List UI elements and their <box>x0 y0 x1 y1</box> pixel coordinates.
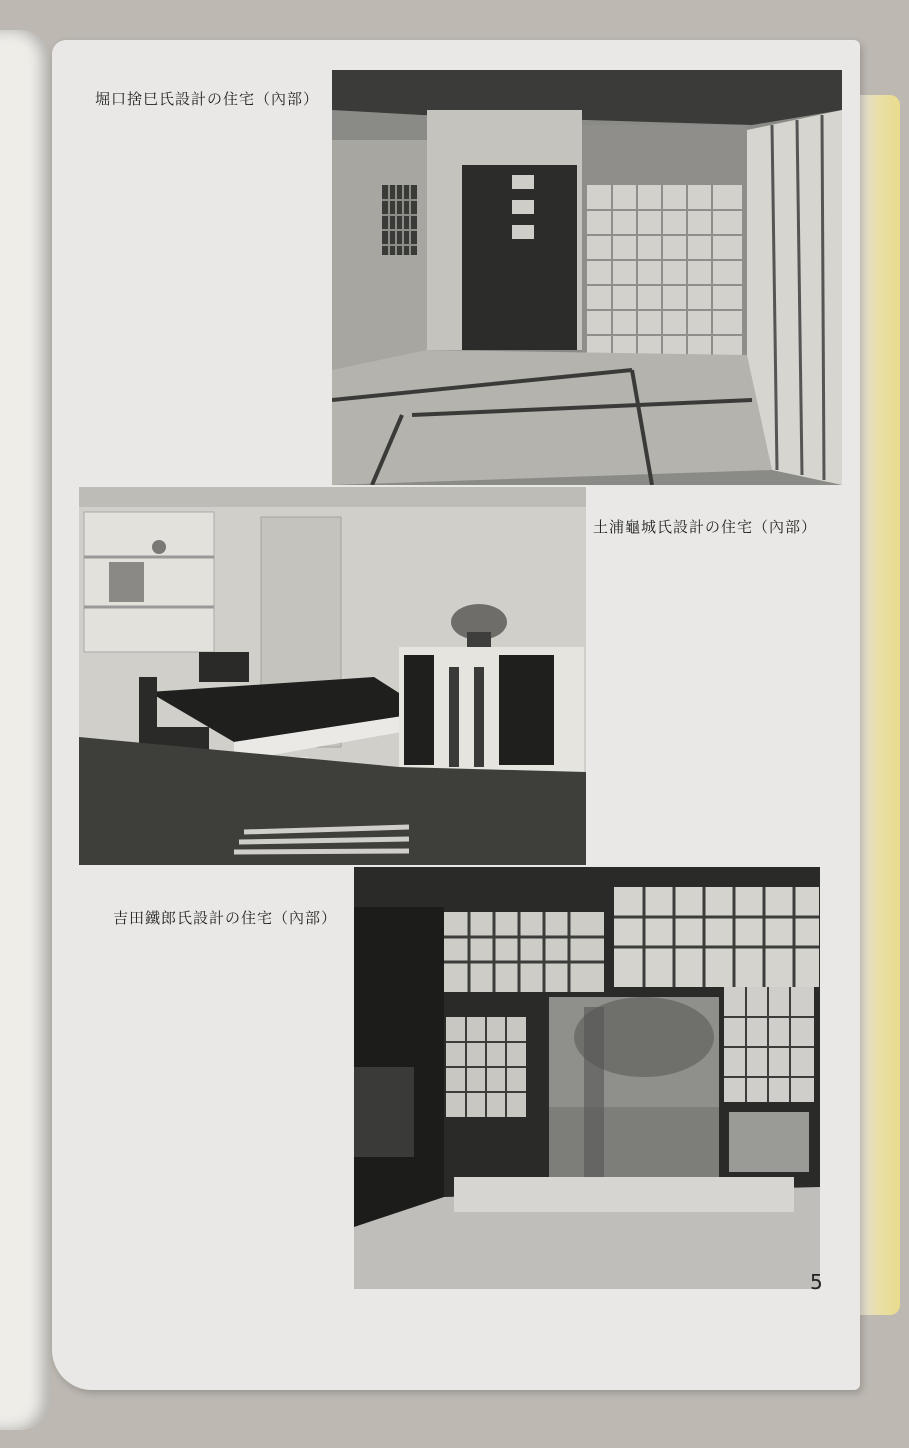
figure-caption-yoshida: 吉田鐵郎氏設計の住宅（內部） <box>113 909 338 927</box>
photo-yoshida-house-interior <box>354 867 820 1289</box>
photo-tsuchiura-house-interior <box>79 487 586 865</box>
facing-page-edge <box>0 30 50 1430</box>
photo-horiguchi-house-interior <box>332 70 842 485</box>
figure-caption-tsuchiura: 土浦龜城氏設計の住宅（內部） <box>593 518 818 536</box>
page-number: 5 <box>810 1270 823 1294</box>
figure-caption-horiguchi: 堀口捨巳氏設計の住宅（內部） <box>95 90 320 108</box>
